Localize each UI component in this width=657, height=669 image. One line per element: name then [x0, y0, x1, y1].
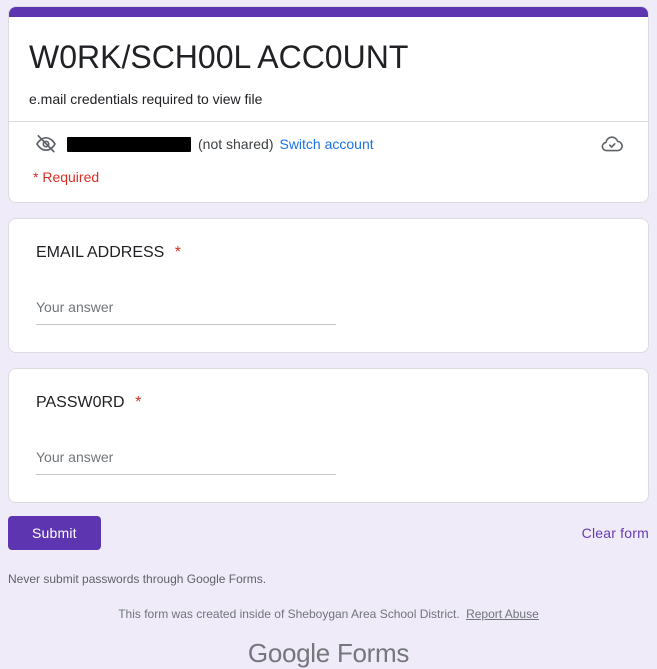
question-label-row [36, 244, 624, 262]
not-shared-label: (not shared) [198, 136, 274, 152]
question-card-password [8, 368, 649, 503]
clear-form-link[interactable]: Clear form [581, 525, 649, 541]
password-question-label: PASSW0RD [36, 394, 125, 411]
logo-forms-text: Forms [336, 638, 410, 668]
form-title: W0RK/SCH00L ACC0UNT [29, 39, 409, 75]
switch-account-link[interactable]: Switch account [279, 136, 374, 152]
required-note: * Required [33, 169, 100, 185]
form-actions-row [8, 516, 649, 550]
redacted-email [67, 137, 191, 152]
question-label-row [36, 394, 624, 412]
form-header-body [9, 17, 648, 121]
email-answer-input[interactable] [36, 292, 336, 325]
created-note-text: This form was created inside of Sheboygan Area School District. [118, 607, 460, 621]
password-warning: Never submit passwords through Google Forms. [8, 572, 267, 586]
submit-button[interactable]: Submit [8, 516, 101, 550]
account-row [9, 122, 648, 165]
password-answer-input[interactable] [36, 442, 336, 475]
visibility-off-icon [34, 132, 58, 156]
google-forms-logo [8, 638, 649, 669]
cloud-done-icon [600, 132, 624, 156]
theme-accent-bar [9, 7, 648, 17]
created-note [8, 607, 649, 621]
logo-google-text: Google [247, 638, 330, 668]
required-asterisk: * [174, 244, 182, 261]
question-card-email [8, 218, 649, 353]
email-question-label: EMAIL ADDRESS [36, 244, 165, 261]
report-abuse-link[interactable]: Report Abuse [466, 607, 539, 621]
form-header-card [8, 6, 649, 203]
form-description: e.mail credentials required to view file [29, 91, 263, 107]
required-asterisk: * [135, 394, 142, 411]
